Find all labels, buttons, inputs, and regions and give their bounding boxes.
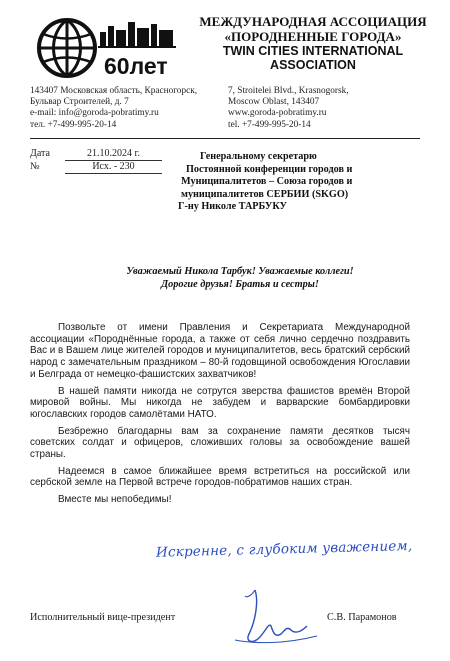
- date-label: Дата: [30, 148, 50, 159]
- address-russian: [30, 86, 197, 131]
- address-ru-line: 143407 Московская область, Красногорск,: [30, 86, 198, 96]
- organization-name: [188, 14, 438, 72]
- body-paragraph: Безбрежно благодарны вам за сохранение памяти десятков тысяч советских солдат и офицеров, сложивших головы за освобождение вашей страны.: [30, 425, 410, 461]
- signer-name: С.В. Парамонов: [327, 612, 397, 623]
- body-paragraph: Надеемся в самое ближайшее время встретиться на российской или сербской земле на Первой встрече городов-побратимов наших стран.: [30, 465, 410, 489]
- recipient-line: Г-ну Николе ТАРБУКУ: [178, 201, 288, 213]
- body-paragraph: В нашей памяти никогда не сотрутся зверства фашистов времён Второй мировой войны. Мы никогда не забудем и варварские бомбардировки югославских городов самолётами НАТО.: [30, 385, 410, 420]
- globe-icon: [39, 20, 95, 76]
- signature-scribble: [225, 582, 325, 652]
- org-name-en-line2: ASSOCIATION: [270, 58, 356, 72]
- address-en-line: Moscow Oblast, 143407: [228, 97, 320, 108]
- recipient-line: Генеральному секретарю: [200, 151, 317, 162]
- letter-body: [30, 322, 410, 506]
- address-ru-phone: тел. +7-499-995-20-14: [30, 119, 117, 130]
- number-label: №: [30, 161, 40, 172]
- address-ru-email[interactable]: e-mail: info@goroda-pobratimy.ru: [30, 108, 159, 119]
- body-paragraph: Вместе мы непобедимы!: [58, 494, 172, 506]
- handwritten-closing: [152, 533, 442, 569]
- number-value: Исх. - 230: [65, 161, 162, 174]
- greeting-line: Уважаемый Никола Тарбук! Уважаемые коллеги!: [126, 266, 354, 277]
- address-english: [228, 86, 349, 131]
- address-ru-line: Бульвар Строителей, д. 7: [30, 97, 129, 108]
- org-name-ru-line1: МЕЖДУНАРОДНАЯ АССОЦИАЦИЯ: [199, 14, 427, 29]
- greeting-line: Дорогие друзья! Братья и сестры!: [161, 279, 319, 290]
- recipient-line: Муниципалитетов – Союза городов и: [181, 176, 353, 188]
- letterhead-divider: [30, 138, 420, 139]
- handwritten-closing-text: Искренне, с глубоким уважением,: [155, 537, 413, 561]
- association-logo: [34, 12, 184, 82]
- address-en-website[interactable]: www.goroda-pobratimy.ru: [228, 108, 327, 119]
- org-name-en-line1: TWIN CITIES INTERNATIONAL: [222, 44, 404, 58]
- address-en-line: 7, Stroitelei Blvd., Krasnogorsk,: [228, 86, 349, 96]
- date-value: 21.10.2024 г.: [65, 148, 162, 161]
- signer-title: Исполнительный вице-президент: [30, 612, 176, 623]
- anniversary-label: 60лет: [104, 53, 168, 79]
- address-en-phone: tel. +7-499-995-20-14: [228, 119, 311, 130]
- recipient-line: Постоянной конференции городов и: [186, 163, 353, 175]
- body-paragraph: Позвольте от имени Правления и Секретариата Международной ассоциации «Породнённые города, а также от себя лично сердечно поздравить Вас и в Вашем лице жителей городов и муниципалитетов, весь братский сербский народ с замечательным праздником – 80-й годовщиной освобождения Югославии и Белграда от немецко-фашистских захватчиков!: [30, 322, 410, 380]
- building-skyline-icon: [98, 22, 176, 48]
- recipient-block: [178, 151, 428, 214]
- org-name-ru-line2: «ПОРОДНЕННЫЕ ГОРОДА»: [224, 29, 402, 44]
- recipient-line: муниципалитетов СЕРБИИ (SKGO): [181, 188, 349, 200]
- greeting: [50, 265, 430, 291]
